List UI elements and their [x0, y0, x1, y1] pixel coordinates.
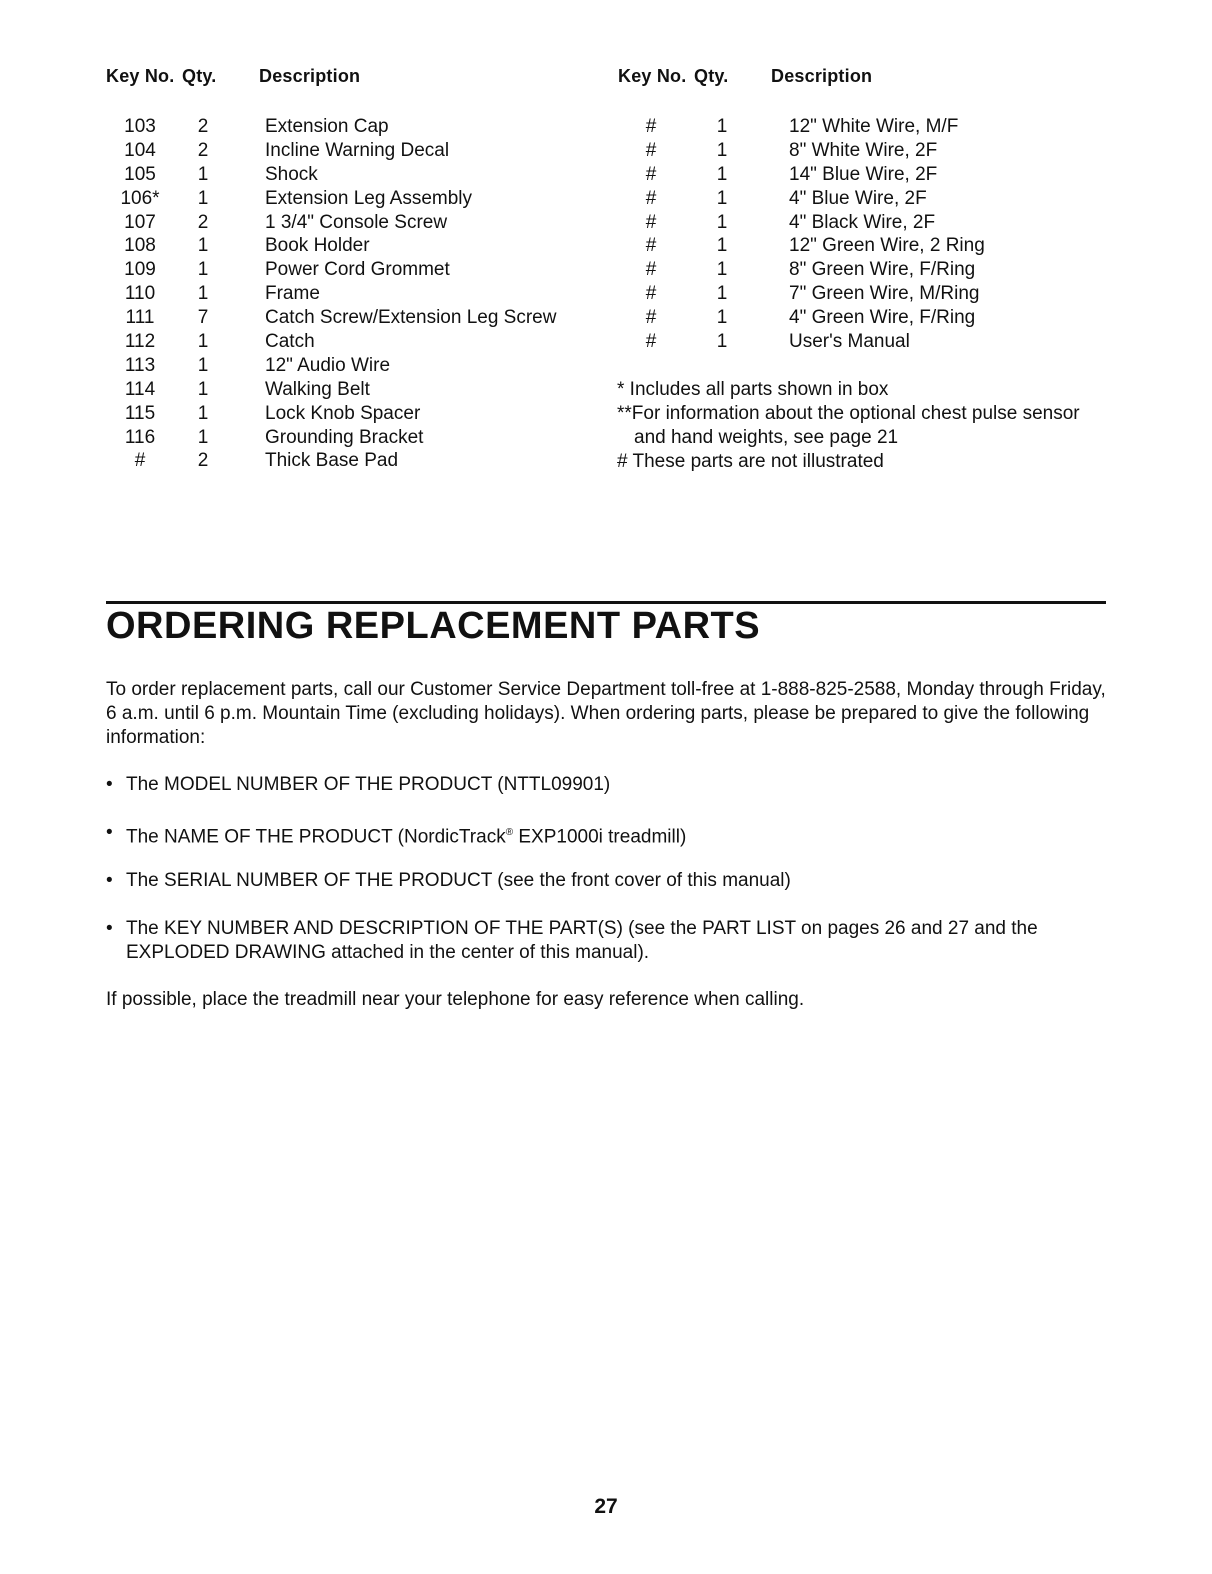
registered-mark: ® — [505, 827, 514, 838]
description: 1 3/4" Console Screw — [265, 211, 448, 233]
key-number: 105 — [124, 163, 156, 185]
description: Book Holder — [265, 235, 370, 257]
key-number: 107 — [124, 211, 156, 233]
table-row — [114, 282, 584, 306]
table-row — [637, 306, 1107, 330]
key-number: 104 — [124, 139, 156, 161]
section-title: ORDERING REPLACEMENT PARTS — [106, 605, 761, 647]
right-header-description: Description — [771, 66, 873, 86]
description: 7" Green Wire, M/Ring — [789, 283, 980, 305]
footnote-optional-sensor: **For information about the optional chest pulse sensor — [617, 402, 1080, 424]
key-number: 110 — [124, 283, 156, 305]
table-row — [114, 163, 584, 187]
left-header-key: Key No. — [106, 66, 175, 86]
quantity: 1 — [197, 283, 209, 305]
description: 8" White Wire, 2F — [789, 139, 938, 161]
quantity: 1 — [716, 163, 728, 185]
bullet-icon: • — [106, 870, 113, 891]
table-row — [637, 139, 1107, 163]
right-header-key: Key No. — [618, 66, 687, 86]
table-row — [114, 330, 584, 354]
left-header-qty: Qty. — [182, 66, 217, 86]
bullet-text: The SERIAL NUMBER OF THE PRODUCT (see the front cover of this manual) — [126, 870, 791, 891]
list-item — [106, 821, 1106, 849]
footnote-includes-parts: * Includes all parts shown in box — [617, 379, 889, 400]
description: Extension Leg Assembly — [265, 187, 473, 209]
description: Thick Base Pad — [265, 450, 399, 472]
key-number: # — [645, 331, 657, 353]
description: Extension Cap — [265, 116, 389, 137]
table-row — [637, 282, 1107, 306]
closing-paragraph: If possible, place the treadmill near your telephone for easy reference when calling. — [106, 989, 805, 1010]
table-row — [114, 115, 584, 139]
quantity: 7 — [197, 307, 209, 329]
quantity: 2 — [197, 116, 209, 137]
description: User's Manual — [789, 331, 910, 353]
quantity: 1 — [716, 139, 728, 161]
intro-paragraph: To order replacement parts, call our Customer Service Department toll-free at 1-888-825-2588, Monday through Friday, 6 a.m. until 6 p.m. Mountain Time (excluding holidays). When ordering parts, please be prepared to give the following information: — [106, 679, 1106, 748]
bullet-icon: • — [106, 774, 113, 795]
key-number: # — [645, 211, 657, 233]
description: Catch Screw/Extension Leg Screw — [265, 307, 557, 329]
page-number: 27 — [594, 1495, 618, 1518]
key-number: 116 — [124, 426, 156, 448]
quantity: 1 — [197, 235, 209, 257]
quantity: 1 — [716, 283, 728, 305]
description: Incline Warning Decal — [265, 139, 450, 161]
key-number: # — [645, 307, 657, 329]
quantity: 2 — [197, 450, 209, 472]
bullet-text: The NAME OF THE PRODUCT (NordicTrack — [126, 826, 506, 848]
description: Catch — [265, 331, 315, 353]
right-parts-table — [637, 115, 1107, 354]
table-row — [114, 426, 584, 450]
section-divider — [106, 601, 1106, 604]
key-number: 108 — [124, 235, 156, 257]
description: 12" White Wire, M/F — [789, 116, 959, 137]
key-number: 109 — [124, 259, 156, 281]
quantity: 1 — [716, 211, 728, 233]
table-row — [114, 306, 584, 330]
key-number: 115 — [124, 402, 156, 424]
table-row — [114, 258, 584, 282]
list-item — [106, 917, 1106, 965]
right-header-qty: Qty. — [694, 66, 729, 86]
description: Lock Knob Spacer — [265, 402, 421, 424]
key-number: # — [645, 187, 657, 209]
key-number: # — [645, 259, 657, 281]
left-header-description: Description — [259, 66, 361, 86]
description: Power Cord Grommet — [265, 259, 450, 281]
table-row — [114, 449, 584, 473]
table-row — [114, 211, 584, 235]
quantity: 1 — [716, 307, 728, 329]
key-number: # — [645, 116, 657, 137]
table-row — [114, 354, 584, 378]
key-number: # — [645, 235, 657, 257]
table-row — [114, 378, 584, 402]
bullet-icon: • — [106, 822, 113, 843]
description: 4" Black Wire, 2F — [789, 211, 936, 233]
quantity: 2 — [197, 211, 209, 233]
list-item — [106, 773, 1106, 797]
quantity: 1 — [716, 116, 728, 137]
description: Walking Belt — [265, 378, 370, 400]
quantity: 1 — [716, 331, 728, 353]
quantity: 2 — [197, 139, 209, 161]
key-number: 114 — [124, 378, 156, 400]
quantity: 1 — [716, 259, 728, 281]
bullet-text: The KEY NUMBER AND DESCRIPTION OF THE PART(S) (see the PART LIST on pages 26 and 27 and the EXPLODED DRAWING attached in the center of this manual). — [126, 918, 1038, 963]
description: Frame — [265, 283, 320, 305]
table-row — [637, 115, 1107, 139]
key-number: # — [134, 450, 146, 472]
key-number: 103 — [124, 116, 156, 137]
description: Grounding Bracket — [265, 426, 424, 448]
description: Shock — [265, 163, 318, 185]
key-number: # — [645, 163, 657, 185]
quantity: 1 — [197, 331, 209, 353]
footnote-not-illustrated: # These parts are not illustrated — [617, 450, 884, 472]
table-row — [637, 211, 1107, 235]
key-number: 113 — [124, 354, 156, 376]
key-number: 112 — [124, 331, 156, 353]
quantity: 1 — [716, 187, 728, 209]
table-row — [637, 234, 1107, 258]
key-number: # — [645, 139, 657, 161]
key-number: 106* — [120, 187, 160, 209]
footnotes — [617, 378, 1080, 474]
table-row — [637, 258, 1107, 282]
description: 12" Green Wire, 2 Ring — [789, 235, 985, 257]
table-row — [637, 163, 1107, 187]
table-row — [114, 402, 584, 426]
quantity: 1 — [716, 235, 728, 257]
table-row — [114, 234, 584, 258]
bullet-icon: • — [106, 918, 113, 939]
description: 4" Blue Wire, 2F — [789, 187, 927, 209]
quantity: 1 — [197, 378, 209, 400]
bullet-text: The MODEL NUMBER OF THE PRODUCT (NTTL09901) — [126, 774, 611, 795]
list-item — [106, 869, 1106, 893]
description: 8" Green Wire, F/Ring — [789, 259, 976, 281]
description: 14" Blue Wire, 2F — [789, 163, 938, 185]
bullet-text-continued: EXP1000i treadmill) — [513, 826, 687, 848]
table-row — [114, 139, 584, 163]
quantity: 1 — [197, 163, 209, 185]
quantity: 1 — [197, 187, 209, 209]
table-row — [637, 330, 1107, 354]
quantity: 1 — [197, 402, 209, 424]
quantity: 1 — [197, 426, 209, 448]
quantity: 1 — [197, 354, 209, 376]
table-row — [637, 187, 1107, 211]
quantity: 1 — [197, 259, 209, 281]
key-number: # — [645, 283, 657, 305]
key-number: 111 — [125, 307, 155, 329]
description: 4" Green Wire, F/Ring — [789, 307, 976, 329]
table-row — [114, 187, 584, 211]
description: 12" Audio Wire — [265, 354, 391, 376]
footnote-optional-sensor-continued: and hand weights, see page 21 — [634, 426, 899, 448]
left-parts-table — [114, 115, 584, 473]
